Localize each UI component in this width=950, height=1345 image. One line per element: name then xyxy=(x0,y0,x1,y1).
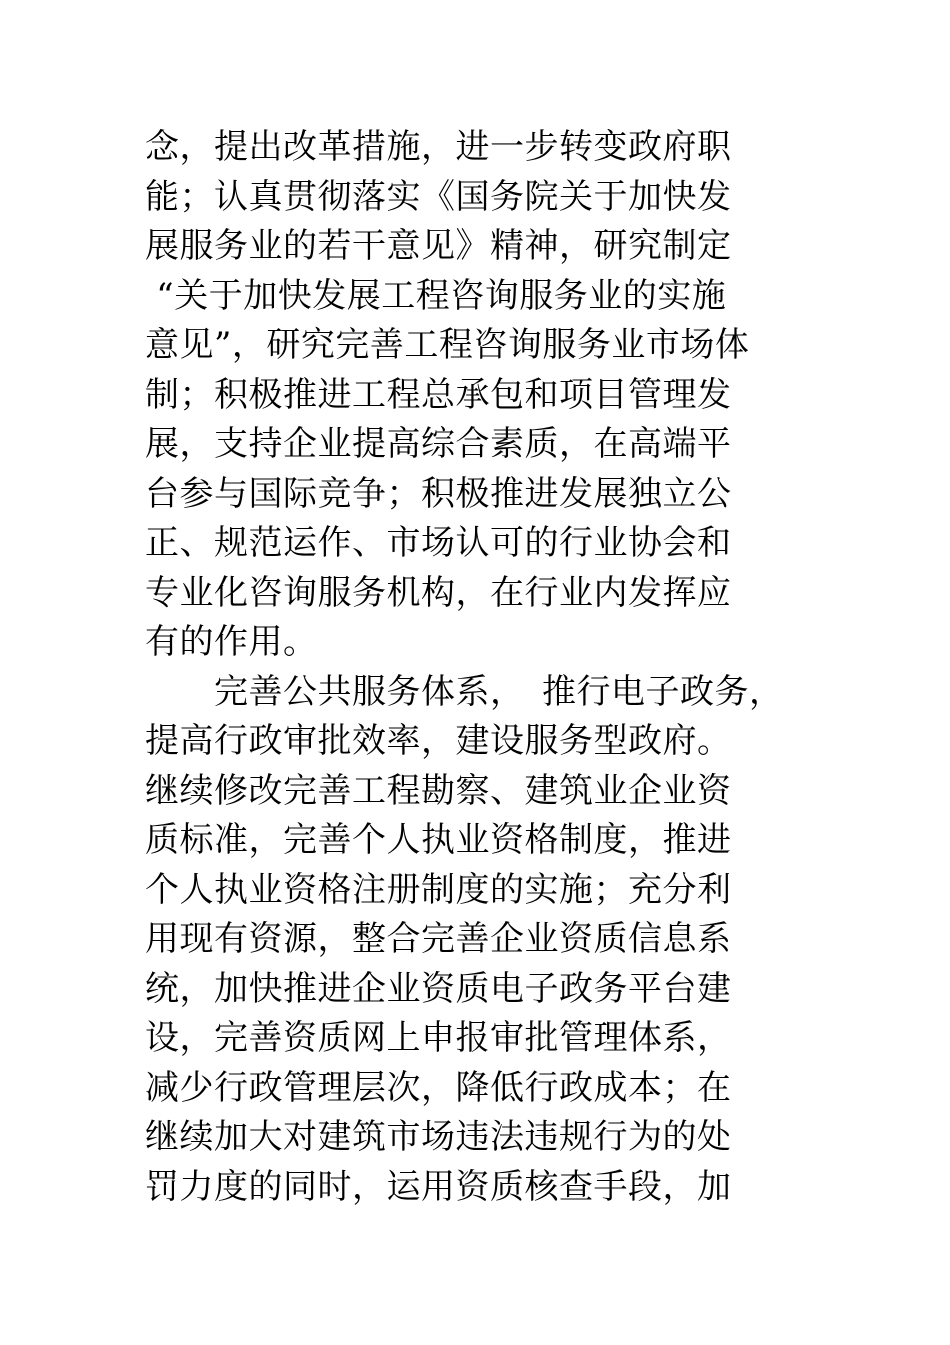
text-line: 个人执业资格注册制度的实施；充分利 xyxy=(145,869,732,910)
text-line: 继续修改完善工程勘察、建筑业企业资 xyxy=(145,770,732,811)
text-line: 专业化咨询服务机构，在行业内发挥应 xyxy=(145,572,732,613)
text-line: “关于加快发展工程咨询服务业的实施 xyxy=(145,275,727,316)
text-line: 减少行政管理层次，降低行政成本；在 xyxy=(145,1067,732,1108)
text-line: 罚力度的同时，运用资质核查手段，加 xyxy=(145,1166,732,1207)
text-line: 有的作用。 xyxy=(145,622,318,662)
text-line: 展服务业的若干意见》精神，研究制定 xyxy=(145,226,732,266)
body-text xyxy=(145,123,845,1212)
text-line: 正、规范运作、市场认可的行业协会和 xyxy=(145,523,732,563)
text-line: 意见”，研究完善工程咨询服务业市场体 xyxy=(145,325,750,365)
text-line: 制；积极推进工程总承包和项目管理发 xyxy=(145,374,732,415)
text-line: 完善公共服务体系， 推行电子政务， xyxy=(145,671,784,712)
text-line: 能；认真贯彻落实《国务院关于加快发 xyxy=(145,176,732,217)
text-line: 展，支持企业提高综合素质，在高端平 xyxy=(145,424,732,464)
text-line: 质标准，完善个人执业资格制度，推进 xyxy=(145,820,732,860)
text-line: 设，完善资质网上申报审批管理体系， xyxy=(145,1018,732,1058)
text-line: 提高行政审批效率，建设服务型政府。 xyxy=(145,721,732,761)
text-line: 继续加大对建筑市场违法违规行为的处 xyxy=(145,1117,732,1157)
text-line: 统，加快推进企业资质电子政务平台建 xyxy=(145,968,732,1009)
text-line: 念，提出改革措施，进一步转变政府职 xyxy=(145,127,732,167)
text-line: 用现有资源，整合完善企业资质信息系 xyxy=(145,919,732,959)
text-line: 台参与国际竞争；积极推进发展独立公 xyxy=(145,473,732,514)
